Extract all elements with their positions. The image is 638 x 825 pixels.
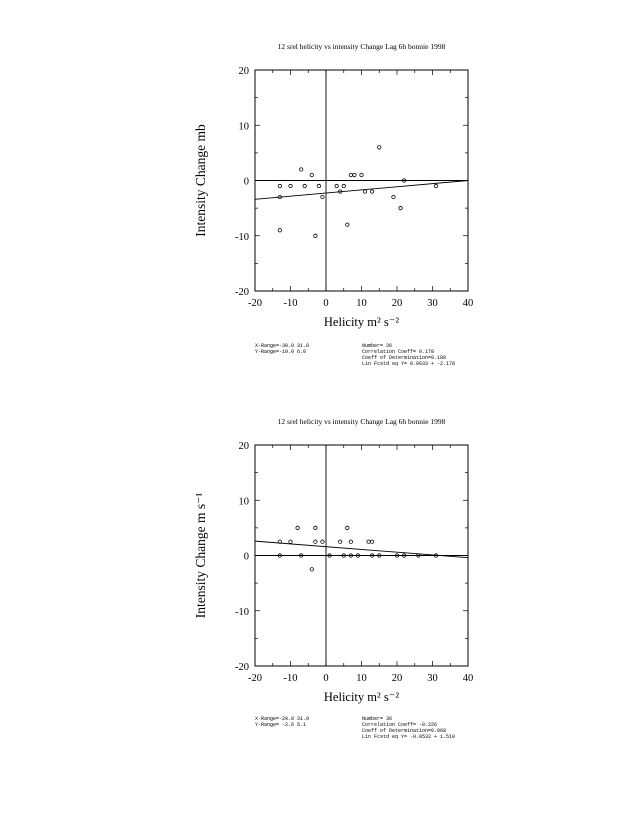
x-tick-label: -20 bbox=[248, 673, 262, 684]
data-point bbox=[434, 184, 437, 187]
x-axis-label: Helicity m² s⁻² bbox=[323, 315, 400, 329]
y-tick-label: 20 bbox=[238, 66, 249, 77]
data-point bbox=[339, 540, 342, 543]
data-point bbox=[346, 223, 349, 226]
x-tick-label: -10 bbox=[283, 673, 298, 684]
data-point bbox=[335, 184, 338, 187]
x-tick-label: 40 bbox=[462, 673, 474, 684]
data-point bbox=[378, 146, 381, 149]
data-point bbox=[289, 540, 292, 543]
chart-1 bbox=[193, 42, 473, 367]
x-tick-label: 10 bbox=[356, 298, 367, 309]
x-tick-label: 0 bbox=[323, 298, 329, 309]
x-tick-label: 10 bbox=[356, 673, 367, 684]
x-tick-label: -20 bbox=[248, 298, 262, 309]
y-tick-label: -20 bbox=[235, 287, 249, 298]
y-tick-label: 10 bbox=[238, 496, 249, 508]
stats-right-line: Lin Fcstd eq Y= 0.0633 + -2.178 bbox=[362, 361, 456, 367]
data-point bbox=[314, 526, 317, 529]
data-point bbox=[321, 540, 324, 543]
data-point bbox=[342, 184, 345, 187]
data-point bbox=[321, 195, 324, 198]
stats-right-line: Coeff of Determination=0.068 bbox=[362, 728, 447, 734]
data-point bbox=[346, 526, 349, 529]
data-point bbox=[349, 173, 352, 176]
stats-right-line: Lin Fcstd eq Y= -0.0532 + 1.510 bbox=[362, 734, 456, 740]
stats-left-line: Y-Range= -2.6 5.1 bbox=[255, 722, 307, 728]
data-point bbox=[360, 173, 363, 176]
stats-right-line: Number= 36 bbox=[362, 716, 393, 722]
x-tick-label: -10 bbox=[283, 298, 298, 309]
data-point bbox=[370, 540, 373, 543]
stats-right-line: Number= 36 bbox=[362, 343, 393, 349]
x-axis-label: Helicity m² s⁻² bbox=[323, 690, 400, 704]
regression-line bbox=[255, 181, 468, 200]
stats-left-line: X-Range=-20.0 31.0 bbox=[255, 716, 310, 722]
chart-title: 12 srel helicity vs intensity Change Lag 6h bonnie 1998 bbox=[277, 417, 446, 426]
stats-left-line: Y-Range=-10.0 6.0 bbox=[255, 349, 307, 355]
y-axis-label: Intensity Change mb bbox=[193, 124, 208, 237]
y-tick-label: 10 bbox=[238, 121, 249, 133]
x-tick-label: 20 bbox=[391, 298, 403, 309]
data-point bbox=[310, 173, 313, 176]
stats-left-line: X-Range=-30.0 31.0 bbox=[255, 343, 310, 349]
data-point bbox=[289, 184, 292, 187]
data-point bbox=[299, 168, 302, 171]
data-point bbox=[367, 540, 370, 543]
x-tick-label: 30 bbox=[427, 298, 438, 309]
data-point bbox=[317, 184, 320, 187]
data-point bbox=[353, 173, 356, 176]
data-point bbox=[314, 234, 317, 237]
data-point bbox=[399, 206, 402, 209]
data-point bbox=[278, 229, 281, 232]
data-point bbox=[370, 190, 373, 193]
data-point bbox=[349, 540, 352, 543]
chart-title: 12 srel helicity vs intensity Change Lag 6h bonnie 1998 bbox=[277, 42, 446, 51]
x-tick-label: 30 bbox=[427, 673, 438, 684]
y-axis-label: Intensity Change m s⁻¹ bbox=[193, 492, 208, 619]
data-point bbox=[278, 184, 281, 187]
chart-2 bbox=[193, 417, 473, 740]
y-tick-label: 20 bbox=[238, 441, 249, 452]
stats-right-line: Coeff of Determination=0.188 bbox=[362, 355, 447, 361]
data-point bbox=[296, 526, 299, 529]
x-tick-label: 40 bbox=[462, 298, 474, 309]
data-point bbox=[314, 540, 317, 543]
x-tick-label: 20 bbox=[391, 673, 403, 684]
data-point bbox=[363, 190, 366, 193]
stats-right-line: Correlation Coeff= -0.226 bbox=[362, 722, 438, 728]
y-tick-label: 0 bbox=[243, 176, 249, 188]
x-tick-label: 0 bbox=[323, 673, 329, 684]
data-point bbox=[303, 184, 306, 187]
y-tick-label: -10 bbox=[235, 606, 249, 618]
data-point bbox=[392, 195, 395, 198]
y-tick-label: -10 bbox=[235, 231, 249, 243]
y-tick-label: -20 bbox=[235, 662, 249, 673]
stats-right-line: Correlation Coeff= 0.178 bbox=[362, 349, 435, 355]
data-point bbox=[310, 568, 313, 571]
y-tick-label: 0 bbox=[243, 551, 249, 563]
